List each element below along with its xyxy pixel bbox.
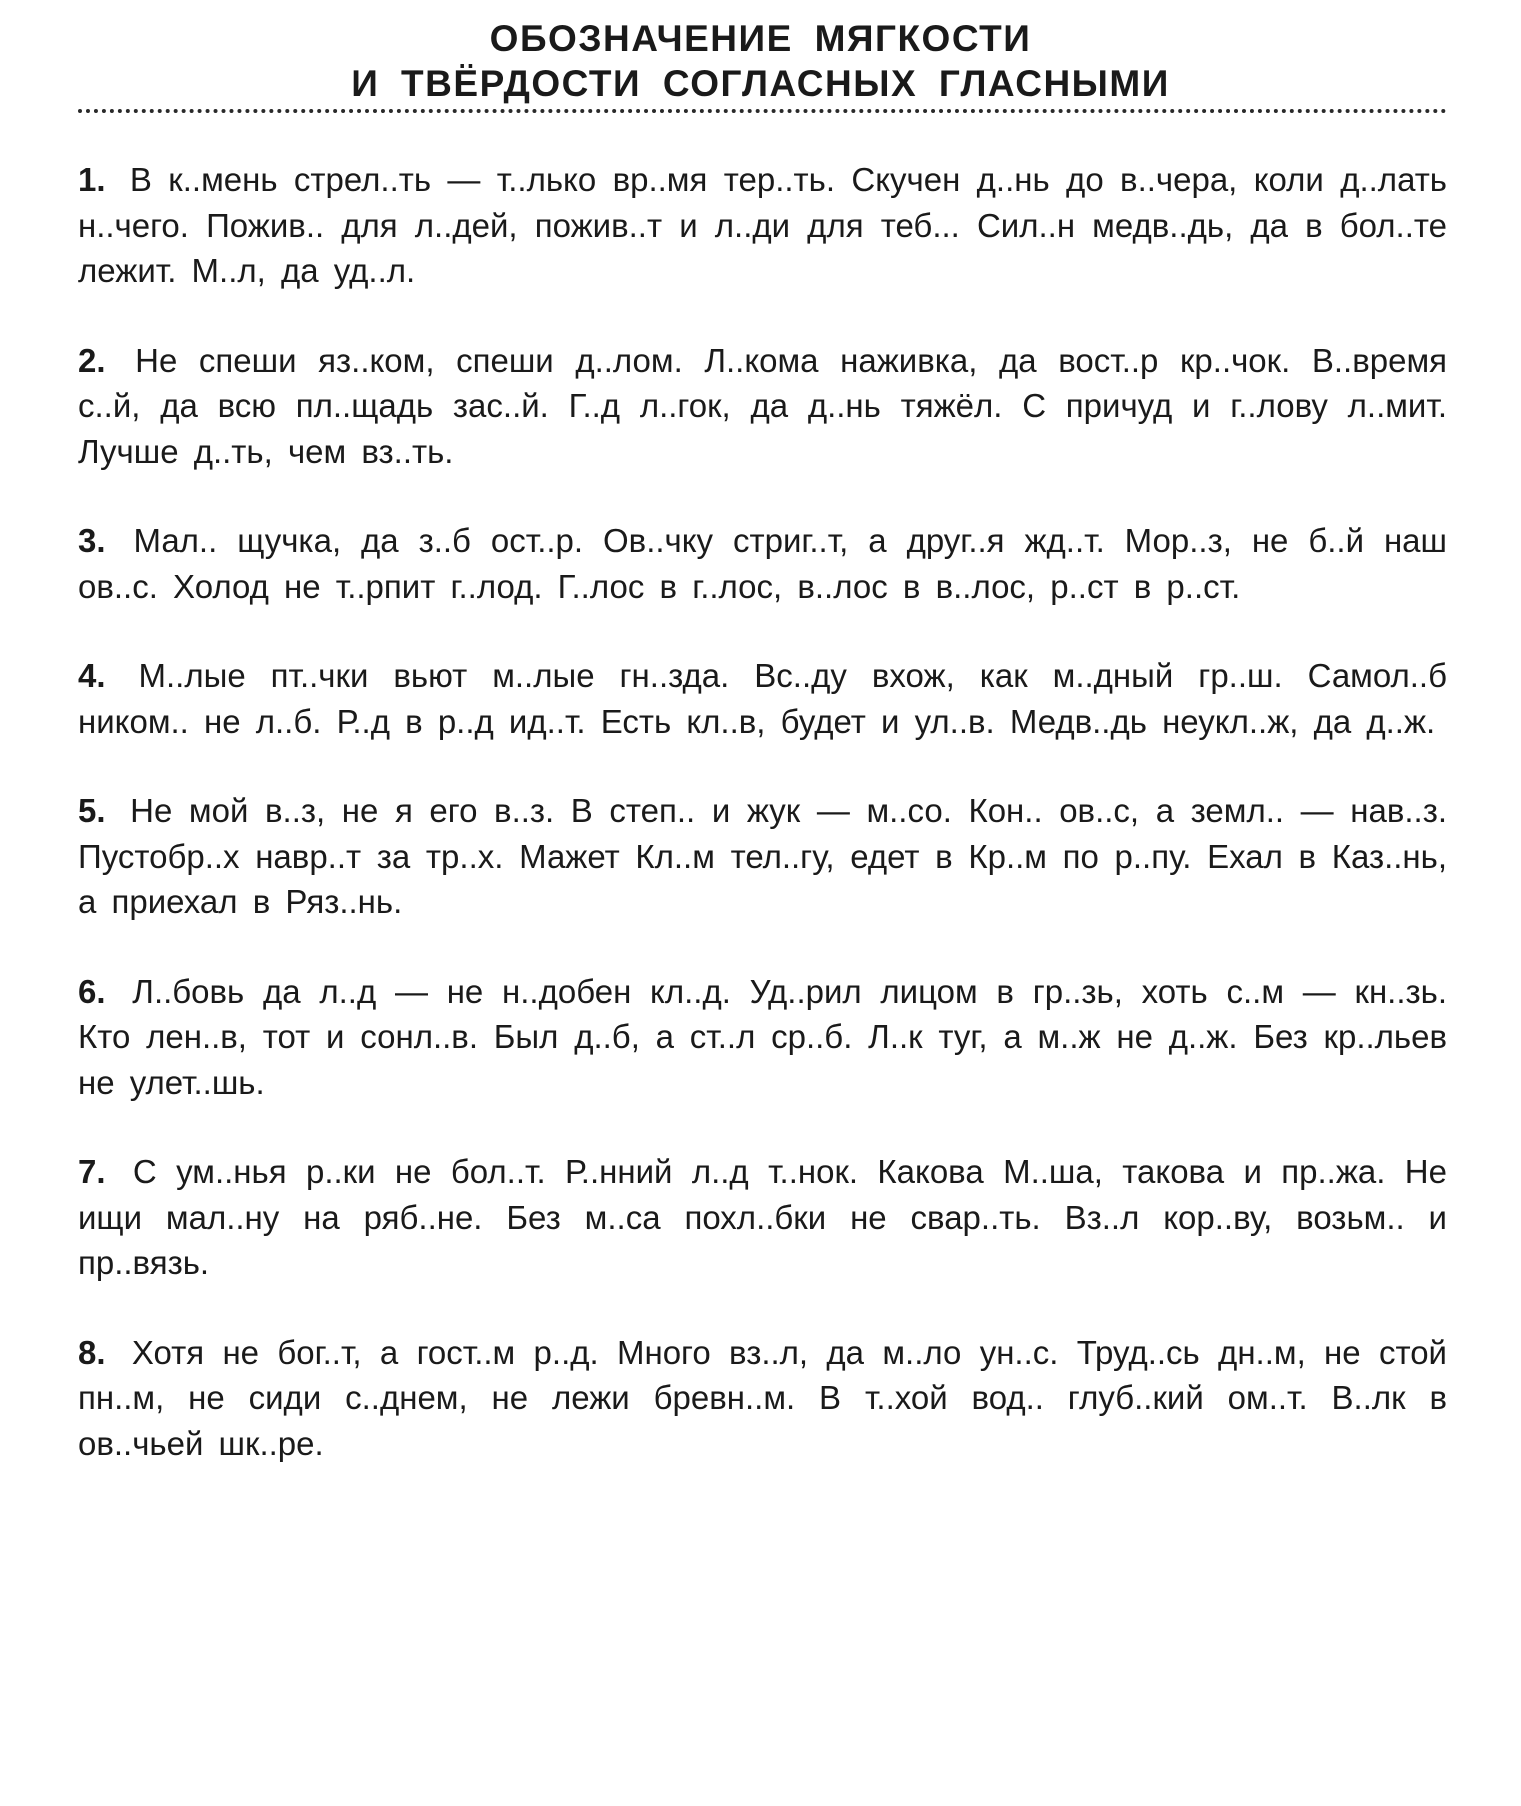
- exercise-text: Не спеши яз..ком, спеши д..лом. Л..кома наживка, да вост..р кр..чок. В..время с..й, да всю пл..щадь зас..й. Г..д л..гок, да д..нь тяжёл. С причуд и г..лову л..мит. Лучше д..ть, чем вз..ть.: [78, 341, 1447, 470]
- exercise-text: В к..мень стрел..ть — т..лько вр..мя тер..ть. Скучен д..нь до в..чера, коли д..лать н..чего. Пожив.. для л..дей, пожив..т и л..ди для теб... Сил..н медв..дь, да в бол..те лежит. М..л, да уд..л.: [78, 161, 1448, 289]
- page-title: [0, 16, 1521, 106]
- exercise-3: [78, 518, 1447, 609]
- exercise-text: М..лые пт..чки вьют м..лые гн..зда. Вс..ду вхож, как м..дный гр..ш. Самол..б ником.. не л..б. Р..д в р..д ид..т. Есть кл..в, будет и ул..в. Медв..дь неукл..ж, да д..ж.: [78, 657, 1447, 740]
- page-title-line-2: И ТВЁРДОСТИ СОГЛАСНЫХ ГЛАСНЫМИ: [351, 63, 1170, 104]
- exercise-6: [78, 969, 1447, 1106]
- exercise-number: 2.: [78, 341, 106, 379]
- exercise-1: [78, 157, 1447, 294]
- exercise-text: Хотя не бог..т, а гост..м р..д. Много вз..л, да м..ло ун..с. Труд..сь дн..м, не стой пн..м, не сиди с..днем, не лежи бревн..м. В т..хой вод.. глуб..кий ом..т. В..лк в ов..чьей шк..ре.: [78, 1333, 1447, 1462]
- exercise-number: 1.: [78, 161, 106, 198]
- exercise-5: [78, 788, 1447, 925]
- page-title-line-1: ОБОЗНАЧЕНИЕ МЯГКОСТИ: [489, 18, 1032, 59]
- exercise-number: 6.: [78, 972, 106, 1010]
- exercise-4: [78, 653, 1447, 744]
- exercise-text: Мал.. щучка, да з..б ост..р. Ов..чку стриг..т, а друг..я жд..т. Мор..з, не б..й наш ов..с. Холод не т..рпит г..лод. Г..лос в г..лос, в..лос в в..лос, р..ст в р..ст.: [78, 522, 1447, 605]
- exercise-8: [78, 1330, 1447, 1467]
- exercise-2: [78, 338, 1447, 475]
- exercise-text: Не мой в..з, не я его в..з. В степ.. и жук — м..со. Кон.. ов..с, а земл.. — нав..з. Пустобр..х навр..т за тр..х. Мажет Кл..м тел..гу, едет в Кр..м по р..пу. Ехал в Каз..нь, а приехал в Ряз..нь.: [78, 792, 1447, 920]
- exercise-number: 5.: [78, 792, 106, 829]
- dotted-divider: [78, 109, 1447, 113]
- exercise-text: С ум..нья р..ки не бол..т. Р..нний л..д т..нок. Какова М..ша, такова и пр..жа. Не ищи мал..ну на ряб..не. Без м..са похл..бки не свар..ть. Вз..л кор..ву, возьм.. и пр..вязь.: [78, 1153, 1447, 1281]
- exercise-number: 3.: [78, 522, 106, 559]
- exercise-number: 7.: [78, 1153, 106, 1190]
- exercise-7: [78, 1149, 1447, 1286]
- exercise-list: [78, 157, 1447, 1510]
- exercise-text: Л..бовь да л..д — не н..добен кл..д. Уд..рил лицом в гр..зь, хоть с..м — кн..зь. Кто лен..в, тот и сонл..в. Был д..б, а ст..л ср..б. Л..к туг, а м..ж не д..ж. Без кр..льев не улет..шь.: [78, 972, 1447, 1101]
- exercise-number: 8.: [78, 1333, 106, 1371]
- exercise-number: 4.: [78, 657, 106, 694]
